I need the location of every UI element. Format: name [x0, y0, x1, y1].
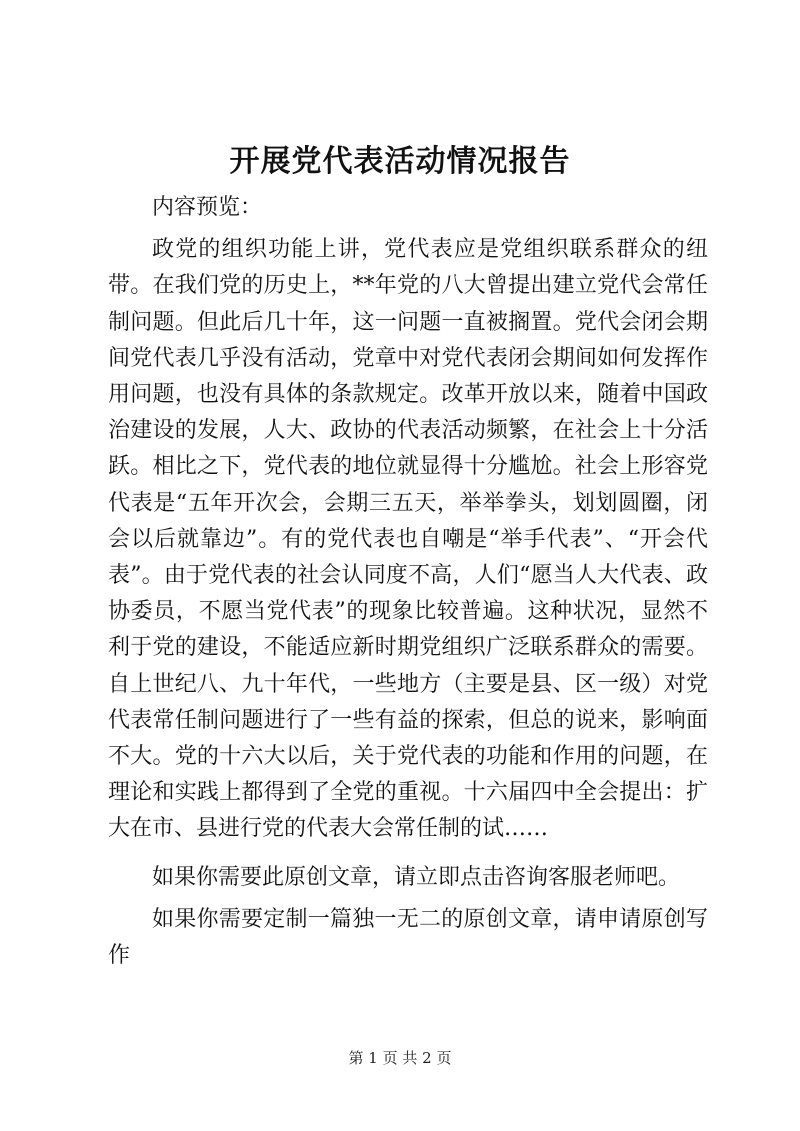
document-body: [108, 190, 708, 980]
preview-label: 内容预览：: [152, 195, 263, 220]
document-title: 开展党代表活动情况报告: [229, 144, 571, 179]
consult-service-link[interactable]: 如果你需要此原创文章，请立即点击咨询客服老师吧。: [152, 864, 681, 890]
summary-paragraph: 政党的组织功能上讲，党代表应是党组织联系群众的纽带。在我们党的历史上，**年党的八大曾提出建立党代会常任制问题。但此后几十年，这一问题一直被搁置。党代会闭会期间党代表几乎没有活动，党章中对党代表闭会期间如何发挥作用问题，也没有具体的条款规定。改革开放以来，随着中国政治建设的发展，人大、政协的代表活动频繁，在社会上十分活跃。相比之下，党代表的地位就显得十分尴尬。社会上形容党代表是“五年开次会，会期三五天，举举拳头，划划圆圈，闭会以后就靠边”。有的党代表也自嘲是“举手代表”、“开会代表”。由于党代表的社会认同度不高，人们“愿当人大代表、政协委员，不愿当党代表”的现象比较普遍。这种状况，显然不利于党的建设，不能适应新时期党组织广泛联系群众的需要。自上世纪八、九十年代，一些地方（主要是县、区一级）对党代表常任制问题进行了一些有益的探索，但总的说来，影响面不大。党的十六大以后，关于党代表的功能和作用的问题，在理论和实践上都得到了全党的重视。十六届四中全会提出：扩大在市、县进行党的代表大会常任制的试……: [108, 237, 708, 842]
custom-writing-link[interactable]: 如果你需要定制一篇独一无二的原创文章，请申请原创写作: [108, 906, 708, 969]
page-number: 第 1 页 共 2 页: [348, 1049, 452, 1067]
